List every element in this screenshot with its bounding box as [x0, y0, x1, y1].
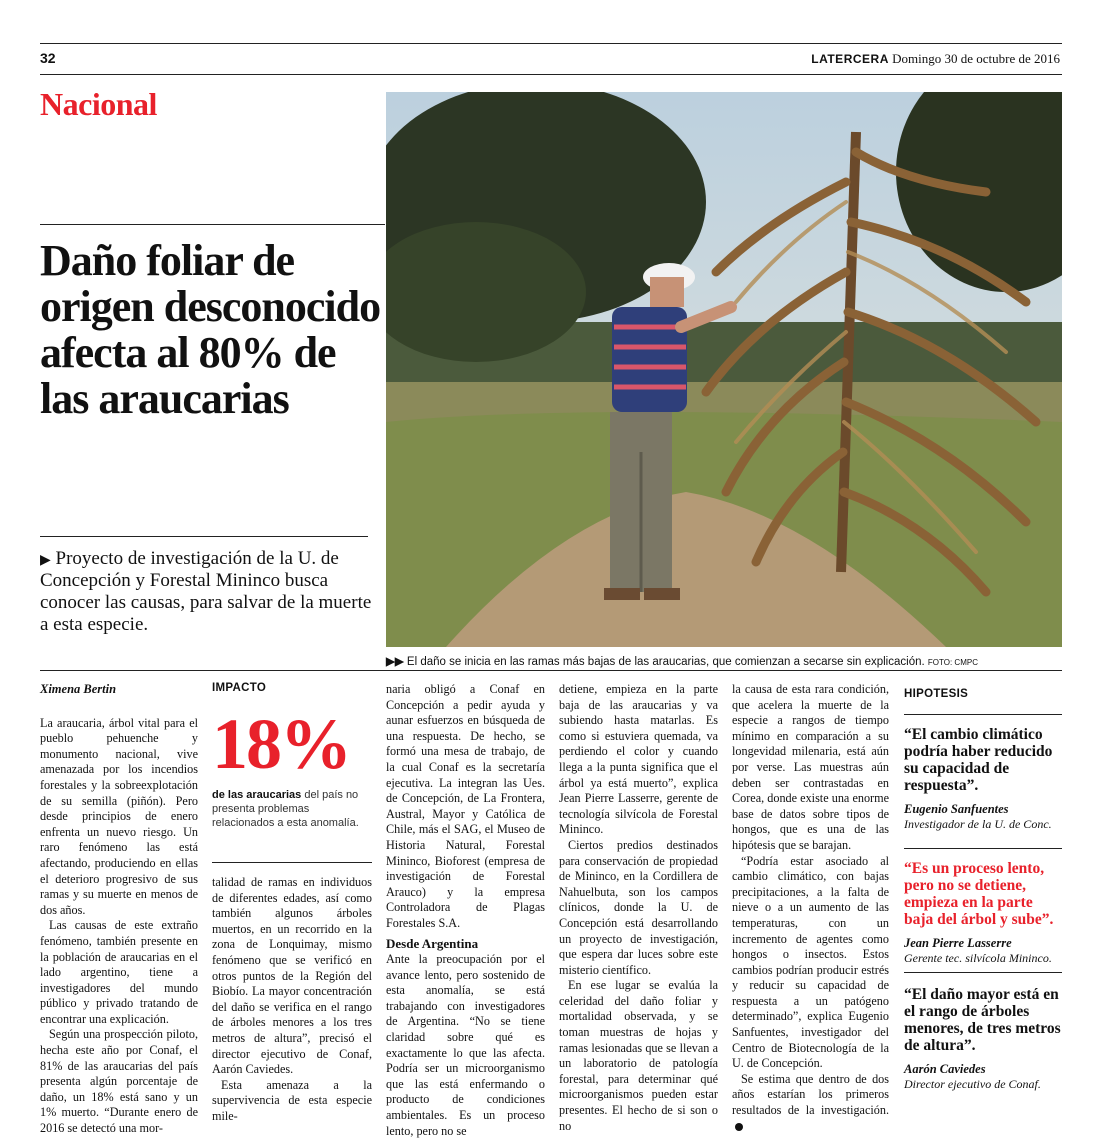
quote-role: Investigador de la U. de Conc.: [904, 817, 1052, 831]
impacto-number: 18%: [212, 704, 350, 784]
caption-text: El daño se inicia en las ramas más bajas de las araucarias, que comienzan a secarse sin explicación.: [406, 656, 925, 668]
subhead-desde-argentina: Desde Argentina: [386, 935, 479, 951]
body-column-3: [386, 682, 545, 1139]
quote-divider: [904, 848, 1062, 849]
hipotesis-label: HIPOTESIS: [904, 688, 969, 700]
paragraph: En ese lugar se evalúa la celeridad del daño foliar y mortalidad observada, y se toman muestras de hojas y ramas lesionadas que se llevan a un laboratorio de patología forestal, para determinar qué microorganismos pueden estar presentes. El hecho de si son o no: [559, 978, 718, 1133]
caption-arrows-icon: ▶▶: [386, 656, 404, 668]
end-mark-icon: [735, 1123, 743, 1131]
impacto-bold: de las araucarias: [212, 789, 302, 801]
quote-text-highlight: “Es un proceso lento, pero no se detiene, empieza en la parte baja del árbol y sube”.: [904, 860, 1054, 928]
paragraph: talidad de ramas en individuos de diferentes edades, así como también algunos árboles muertos, en un recorrido en la zona de Lonquimay, mismo fenómeno que se verificó en otros puntos de la Región del Biobío. La mayor concentración del daño se verifica en el rango de árboles menores a los tres metros de altura”, precisó el director ejecutivo de Conaf, Aarón Caviedes.: [212, 875, 372, 1077]
body-column-2: [212, 875, 372, 1125]
hipotesis-box: [904, 688, 1062, 700]
impacto-description: [212, 788, 372, 830]
section-title: Nacional: [40, 86, 157, 122]
paragraph: Ante la preocupación por el avance lento, pero sostenido de esta anomalía, se está trabajando con investigadores de Argentina. “No se tiene claridad sobre qué es exactamente lo que las afecta. Podría ser un microorganismo que las está enfermando o producto de condiciones ambientales. Es un proceso lento, pero no se: [386, 952, 545, 1138]
final-paragraph-text: Se estima que dentro de dos años estarían los primeros resultados de la investigación.: [732, 1071, 889, 1118]
brand-name: LATERCERA: [811, 52, 889, 66]
paragraph: la causa de esta rara condición, que acelera la muerte de la especie a rangos de tiempo mínimo en comparación a su longevidad milenaria, está aún por verse. Las muestras aún deben ser contrastadas en Corea, donde existe una enorme base de datos sobre tipos de hongos, que es una de las hipótesis que se barajan.: [732, 682, 889, 852]
headline: Daño foliar de origen desconocido afecta al 80% de las araucarias: [40, 236, 381, 423]
paragraph: La araucaria, árbol vital para el pueblo pehuenche y monumento nacional, vive amenazada por los incendios forestales y la sobreexplotación de su semilla (piñón). Pero desde principios de enero enfrenta un nuevo riesgo. Un raro fenómeno las está afectando, produciendo en ellas el deterioro progresivo de sus ramas y su muerte en menos de dos años.: [40, 715, 198, 917]
hipotesis-rule: [904, 714, 1062, 715]
impacto-label: IMPACTO: [212, 682, 267, 694]
quote-author: Jean Pierre Lasserre: [904, 936, 1012, 950]
body-column-1: [40, 682, 198, 1137]
quote-text: “El cambio climático podría haber reducido su capacidad de respuesta”.: [904, 726, 1053, 794]
impacto-rest: del país no presenta problemas relacionados a esta anomalía.: [212, 789, 359, 829]
paragraph: naria obligó a Conaf en Concepción a pedir ayuda y aunar esfuerzos en búsqueda de una respuesta. De hecho, se formó una mesa de trabajo, de la cual Conaf es la secretaría ejecutiva. La integran las Ues. de Concepción, de La Frontera, Austral, Mayor y Católica de Chile, más el SAG, el Museo de Historia Natural, Forestal Mininco, Bioforest (empresa de investigación de Forestal Arauco) y la empresa Controladora de Plagas Forestales S.A.: [386, 682, 545, 930]
impacto-box: [212, 682, 372, 830]
paragraph: detiene, empieza en la parte baja de las araucarias y va subiendo hasta matarlas. Es como si estuviera quemada, va perdiendo el color y cuando llega a la punta significa que el árbol ya está muerto”, explica Jean Pierre Lasserre, gerente de tecnología silvícola de Forestal Mininco.: [559, 682, 718, 837]
main-photo: [386, 92, 1062, 647]
quote-role: Gerente tec. silvícola Mininco.: [904, 951, 1052, 965]
paragraph: Las causas de este extraño fenómeno, también presente en la población de araucarias en el lado argentino, tiene a investigadores del mundo público y privado tratando de encontrar una explicación.: [40, 918, 198, 1026]
quote-divider: [904, 972, 1062, 973]
top-rule: [40, 43, 1062, 44]
quote-author: Eugenio Sanfuentes: [904, 802, 1009, 816]
deck-rule: [40, 536, 368, 537]
quote-text: “El daño mayor está en el rango de árboles menores, de tres metros de altura”.: [904, 986, 1061, 1054]
paragraph: Esta amenaza a la supervivencia de esta especie mile-: [212, 1077, 372, 1123]
issue-date: Domingo 30 de octubre de 2016: [892, 51, 1060, 66]
body-top-rule: [40, 670, 1062, 671]
triangle-bullet-icon: ▶: [40, 551, 51, 567]
page-number: 32: [40, 50, 56, 66]
araucaria-photo-illustration: [386, 92, 1062, 647]
paragraph: “Podría estar asociado al cambio climático, con bajas precipitaciones, a la falta de nieve o a un aumento de las temperaturas, con un incremento de agentes como hongos o insectos. Estos cambios podrían producir estrés y reducir su capacidad de respuesta a un patógeno determinado”, explica Eugenio Sanfuentes, investigador del Centro de Biotecnología de la U. de Concepción.: [732, 853, 889, 1071]
byline: Ximena Bertin: [40, 682, 117, 696]
paragraph: Ciertos predios destinados para conservación de propiedad de Mininco, en la Cordillera de Nahuelbuta, son los campos clínicos, donde la U. de Concepción está desarrollando un proyecto de investigación, que espera dar luces sobre este misterio científico.: [559, 837, 718, 977]
paragraph: Según una prospección piloto, hecha este año por Conaf, el 81% de las araucarias del país presenta algún porcentaje de daño, un 18% está sano y un 1% muerto. “Durante enero de 2016 se detectó una mor-: [40, 1027, 198, 1136]
quote-role: Director ejecutivo de Conaf.: [904, 1077, 1041, 1091]
paragraph: [732, 1072, 889, 1134]
body-column-4: [559, 682, 718, 1134]
header-rule: [40, 74, 1062, 75]
headline-top-rule: [40, 224, 385, 225]
quote-block: [904, 726, 1062, 832]
impacto-rule: [212, 862, 372, 863]
body-column-5: [732, 682, 889, 1134]
quote-block: [904, 986, 1062, 1092]
photo-caption: [386, 654, 1062, 668]
quote-block: [904, 860, 1062, 966]
quote-author: Aarón Caviedes: [904, 1062, 986, 1076]
photo-credit: FOTO: CMPC: [927, 658, 978, 667]
deck: [40, 548, 380, 636]
masthead: [811, 51, 1060, 67]
deck-text: Proyecto de investigación de la U. de Concepción y Forestal Mininco busca conocer las causas, para salvar de la muerte a esta especie.: [40, 548, 372, 635]
